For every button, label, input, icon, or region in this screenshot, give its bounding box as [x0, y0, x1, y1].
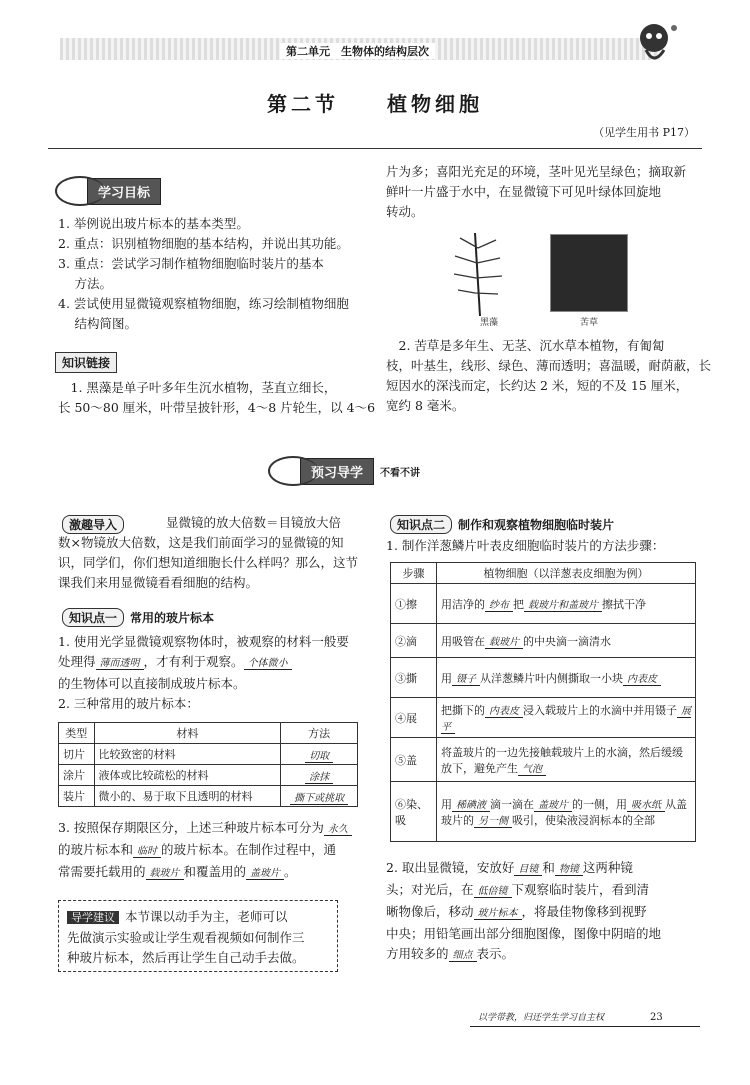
right-text-2: 2. 苦草是多年生、无茎、沉水草本植物，有匍匐 枝，叶基生，线形、绿色、薄而透明；喜温暖，耐荫蔽，长 短因水的深浅而定，长约达 2 米，短的不及 15 厘米， 宽约 8 毫米。	[386, 338, 712, 413]
intro-text: 显微镜的放大倍数＝目镜放大倍 数×物镜放大倍数，这是我们前面学习的显微镜的知 识，同学们，你们想知道细胞长什么样吗？那么，这节 课我们来用显微镜看看细胞的结构。	[58, 515, 359, 590]
table-row: ⑤盖 将盖玻片的一边先接触载玻片上的水滴，然后缓缓放下，避免产生 气泡	[391, 738, 696, 782]
page-number: 23	[650, 1012, 663, 1023]
knowledge-link-tag: 知识链接	[55, 352, 117, 373]
mascot-icon	[632, 20, 682, 68]
table-row: ③撕 用 镊子 从洋葱鳞片叶内侧撕取一小块 内表皮	[391, 658, 696, 698]
caption-1: 黑藻	[480, 318, 499, 328]
table-row: ④展 把撕下的 内表皮 浸入载玻片上的水滴中并用镊子 展平	[391, 698, 696, 738]
table-row: ①擦 用洁净的 纱布 把 载玻片和盖玻片 擦拭干净	[391, 584, 696, 624]
swirl-icon	[55, 176, 105, 206]
table-row: 切片 比较致密的材料 切取	[59, 744, 358, 765]
steps-table: 步骤 植物细胞（以洋葱表皮细胞为例） ①擦 用洁净的 纱布 把 载玻片和盖玻片 擦拭干净 ②滴 用吸管在 载玻片 的中央滴一滴清水 ③撕 用 镊子 从洋葱鳞片叶内侧撕取一小块 内表皮 ④展 把撕下的 内表皮 浸入载玻片上的水滴中并用镊子 展平 ⑤盖 将盖玻片的一边先接触载玻片上的水滴，然后缓缓放下，避免产生 气泡 ⑥染、吸 用 稀碘液 滴一滴在 盖玻片 的一侧，用 吸水纸 从盖玻片的 另一侧 吸引，使染液浸润标本的全部	[390, 562, 696, 842]
eelgrass-image	[550, 234, 628, 312]
table-row: ②滴 用吸管在 载玻片 的中央滴一滴清水	[391, 624, 696, 658]
kp2-q2: 2. 取出显微镜，安放好 目镜 和 物镜 这两种镜 头；对光后，在 低倍镜 下观察临时装片，看到清 晰物像后，移动 玻片标本 ，将最佳物像移到视野 中央；用铅笔画出部分细胞图像，图像中阴暗的地 方用较多的 细点 表示。	[386, 860, 662, 961]
kp2-q1: 1. 制作洋葱鳞片叶表皮细胞临时装片的方法步骤：	[386, 538, 665, 553]
reference-note: （见学生用书 P17）	[593, 126, 695, 139]
unit-header: 第二单元 生物体的结构层次	[280, 43, 435, 59]
footer-slogan: 以学带教，归还学生学习自主权	[478, 1013, 605, 1023]
table-row: ⑥染、吸 用 稀碘液 滴一滴在 盖玻片 的一侧，用 吸水纸 从盖玻片的 另一侧 吸引，使染液浸润标本的全部	[391, 782, 696, 842]
page-title: 第二节 植物细胞	[267, 92, 483, 116]
table-row: 涂片 液体或比较疏松的材料 涂抹	[59, 765, 358, 786]
caption-2: 苦草	[580, 318, 599, 328]
knowledge-link-text: 1. 黑藻是单子叶多年生沉水植物，茎直立细长， 长 50～80 厘米，叶带呈披针形，4～8 片轮生，以 4～6	[58, 380, 376, 415]
guide-box: 导学建议 本节课以动手为主，老师可以 先做演示实验或让学生观看视频如何制作三 种玻片标本，然后再让学生自己动手去做。	[58, 900, 338, 972]
kp2-heading: 知识点二 制作和观察植物细胞临时装片	[390, 515, 614, 534]
goals-list: 1. 举例说出玻片标本的基本类型。 2. 重点：识别植物细胞的基本结构，并说出其功能。 3. 重点：尝试学习制作植物细胞临时装片的基本 方法。 4. 尝试使用显微镜观察植物细胞，练习绘制植物细胞 结构简图。	[58, 216, 349, 331]
kp1-text: 1. 使用光学显微镜观察物体时，被观察的材料一般要 处理得 薄而透明 ，才有利于观察。 个体微小 的生物体可以直接制成玻片标本。 2. 三种常用的玻片标本：	[58, 634, 349, 711]
slide-types-table: 类型 材料 方法 切片 比较致密的材料 切取 涂片 液体或比较疏松的材料 涂抹 装片 微小的、易于取下且透明的材料 撕下或挑取	[58, 722, 358, 807]
intro-tag: 激趣导入	[62, 515, 130, 534]
right-text-1: 片为多；喜阳光充足的环境，茎叶见光呈绿色；摘取新 鲜叶一片盛于水中，在显微镜下可见叶绿体回旋地 转动。	[386, 164, 687, 219]
swirl-icon	[268, 456, 318, 486]
divider	[48, 148, 702, 149]
kp1-q3: 3. 按照保存期限区分，上述三种玻片标本可分为 永久 的玻片标本和 临时 的玻片标本。在制作过程中，通 常需要托载用的 载玻片 和覆盖用的 盖玻片 。	[58, 818, 368, 884]
kp1-heading: 知识点一 常用的玻片标本	[62, 608, 214, 627]
table-row: 装片 微小的、易于取下且透明的材料 撕下或挑取	[59, 786, 358, 807]
footer-line	[470, 1026, 700, 1027]
preview-banner: 预习导学 不看不讲	[268, 456, 420, 486]
goals-banner: 学习目标	[55, 176, 161, 206]
black-algae-image	[440, 228, 520, 318]
